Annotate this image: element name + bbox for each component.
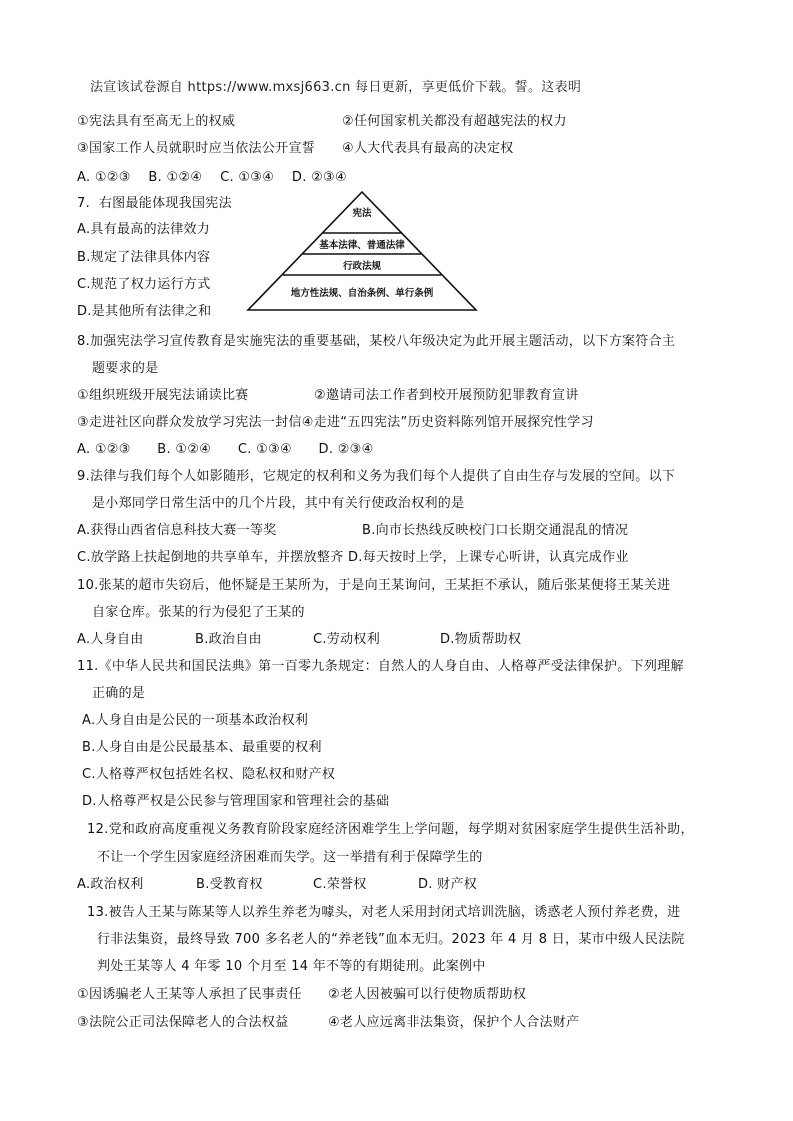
pyramid-level-3: 行政法规 [342, 261, 382, 272]
q10-option-a: A.人身自由 [77, 632, 144, 647]
q13-option-1: ①因诱骗老人王某等人承担了民事责任 [77, 987, 302, 1002]
q13-stem-line-3: 判处王某等人 4 年零 10 个月至 14 年不等的有期徒刑。此案例中 [97, 959, 486, 974]
q7-option-b: B.规定了法律具体内容 [77, 250, 211, 265]
q8-stem-line-1: 8.加强宪法学习宣传教育是实施宪法的重要基础，某校八年级决定为此开展主题活动，以下方案符合主 [77, 334, 676, 349]
pyramid-level-2: 基本法律、普通法律 [319, 240, 405, 251]
q9-stem-line-2: 是小郑同学日常生活中的几个片段，其中有关行使政治权利的是 [92, 496, 465, 511]
q6-option-3: ③国家工作人员就职时应当依法公开宣誓 [77, 141, 316, 156]
q10-stem-line-2: 自家仓库。张某的行为侵犯了王某的 [92, 605, 305, 620]
q12-stem-line-1: 12.党和政府高度重视义务教育阶段家庭经济困难学生上学问题，每学期对贫困家庭学生提供生活补助， [87, 822, 694, 837]
q11-option-d: D.人格尊严权是公民参与管理国家和管理社会的基础 [82, 794, 390, 809]
q11-stem-line-2: 正确的是 [92, 686, 146, 701]
q6-option-2: ②任何国家机关都没有超越宪法的权力 [342, 114, 567, 129]
q13-option-4: ④老人应远离非法集资，保护个人合法财产 [328, 1015, 580, 1030]
q10-option-b: B.政治自由 [195, 632, 262, 647]
q9-option-b: B.向市长热线反映校门口长期交通混乱的情况 [362, 523, 629, 538]
q10-option-d: D.物质帮助权 [440, 632, 522, 647]
q8-choices: A. ①②③ B. ①②④ C. ①③④ D. ②③④ [77, 442, 374, 457]
q7-option-a: A.具有最高的法律效力 [77, 222, 211, 237]
q6-option-4: ④人大代表具有最高的决定权 [342, 141, 514, 156]
q13-stem-line-1: 13.被告人王某与陈某等人以养生养老为噱头，对老人采用封闭式培训洗脑，诱惑老人预付养老费，进 [87, 905, 681, 920]
q13-option-2: ②老人因被骗可以行使物质帮助权 [328, 987, 527, 1002]
q9-option-c-d: C.放学路上扶起倒地的共享单车，并摆放整齐 D.每天按时上学，上课专心听讲，认真完成作业 [77, 550, 629, 565]
q6-choices: A. ①②③ B. ①②④ C. ①③④ D. ②③④ [77, 170, 347, 185]
q12-stem-line-2: 不让一个学生因家庭经济困难而失学。这一举措有利于保障学生的 [97, 850, 483, 865]
q7-stem: 7. 右图最能体现我国宪法 [77, 196, 232, 211]
q8-option-2: ②邀请司法工作者到校开展预防犯罪教育宣讲 [314, 388, 579, 403]
q8-option-1: ①组织班级开展宪法诵读比赛 [77, 388, 249, 403]
q7-option-d: D.是其他所有法律之和 [77, 304, 212, 319]
q9-option-a: A.获得山西省信息科技大赛一等奖 [77, 523, 277, 538]
page-header: 法宣该试卷源自 https://www.mxsj663.cn 每日更新，享更低价下载。誓。这表明 [90, 80, 582, 95]
q8-option-3-4: ③走进社区向群众发放学习宪法一封信④走进“五四宪法”历史资料陈列馆开展探究性学习 [77, 415, 594, 430]
q13-stem-line-2: 行非法集资，最终导致 700 多名老人的“养老钱”血本无归。2023 年 4 月 8 日，某市中级人民法院 [97, 932, 685, 947]
q11-option-c: C.人格尊严权包括姓名权、隐私权和财产权 [82, 767, 336, 782]
q9-stem-line-1: 9.法律与我们每个人如影随形，它规定的权利和义务为我们每个人提供了自由生存与发展的空间。以下 [77, 469, 676, 484]
pyramid-level-1: 宪法 [352, 208, 372, 219]
q11-option-a: A.人身自由是公民的一项基本政治权利 [82, 713, 309, 728]
q12-option-c: C.荣誉权 [313, 877, 367, 892]
q11-stem-line-1: 11.《中华人民共和国民法典》第一百零九条规定：自然人的人身自由、人格尊严受法律保护。下列理解 [77, 659, 684, 674]
q6-option-1: ①宪法具有至高无上的权威 [77, 114, 236, 129]
q13-option-3: ③法院公正司法保障老人的合法权益 [77, 1015, 289, 1030]
legal-hierarchy-pyramid [246, 190, 478, 314]
q10-option-c: C.劳动权利 [313, 632, 381, 647]
pyramid-level-4: 地方性法规、自治条例、单行条例 [290, 288, 434, 299]
q7-option-c: C.规范了权力运行方式 [77, 277, 211, 292]
q11-option-b: B.人身自由是公民最基本、最重要的权利 [82, 740, 322, 755]
q8-stem-line-2: 题要求的是 [92, 361, 159, 376]
q12-option-a: A.政治权利 [77, 877, 144, 892]
q12-option-d: D. 财产权 [418, 877, 478, 892]
q10-stem-line-1: 10.张某的超市失窃后，他怀疑是王某所为，于是向王某询问，王某拒不承认，随后张某便将王某关进 [77, 578, 671, 593]
q12-option-b: B.受教育权 [196, 877, 263, 892]
